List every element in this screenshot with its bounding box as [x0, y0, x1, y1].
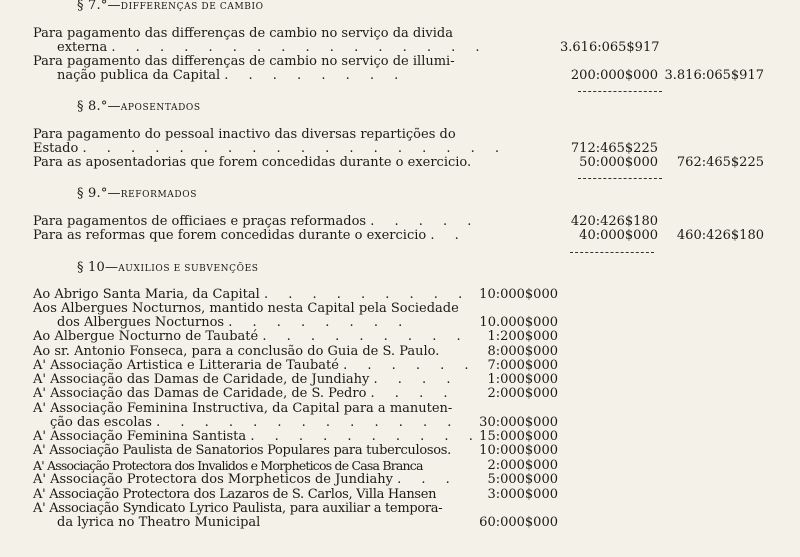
item-line: A' Associação Protectora dos Morpheticos de Jundiahy . . . [33, 472, 458, 487]
item-amount: 712:465$225 [570, 141, 658, 156]
item-line: A' Associação Protectora dos Invalidos e Morpheticos de Casa Branca [33, 458, 423, 473]
item-amount: 3.616:065$917 [560, 40, 660, 55]
item-line: Para as aposentadorias que forem concedidas durante o exercicio. [33, 155, 472, 170]
item-amount: 10.000$000 [479, 315, 558, 330]
subtotal-rule [578, 91, 662, 92]
section-total: 3.816:065$917 [664, 68, 764, 83]
item-line: A' Associação Artistica e Litteraria de Taubaté . . . . . . [33, 358, 477, 373]
item-line-cont: da lyrica no Theatro Municipal [57, 515, 261, 530]
section-heading-7: § 7.°—DIFFERENÇAS DE CAMBIO [77, 0, 264, 13]
item-line: A' Associação das Damas de Caridade, de S. Pedro . . . . [33, 386, 456, 401]
section-heading-8: § 8.°—APOSENTADOS [77, 99, 201, 114]
subtotal-rule [578, 178, 662, 179]
item-line: Ao sr. Antonio Fonseca, para a conclusão do Guia de S. Paulo. [33, 344, 440, 359]
item-amount: 60:000$000 [479, 515, 558, 530]
item-line-cont: ção das escolas . . . . . . . . . . . . . [50, 415, 460, 430]
item-line: A' Associação Protectora dos Lazaros de S. Carlos, Villa Hansen [33, 487, 437, 502]
item-line: Para pagamento das differenças de cambio no serviço de illumi- [33, 54, 455, 69]
item-amount: 1:200$000 [487, 329, 558, 344]
item-line: A' Associação Feminina Instructiva, da Capital para a manuten- [33, 401, 453, 416]
item-amount: 40:000$000 [579, 228, 658, 243]
item-amount: 10:000$000 [479, 443, 558, 458]
item-amount: 7:000$000 [487, 358, 558, 373]
item-line-cont: nação publica da Capital . . . . . . . . [57, 68, 407, 83]
item-line: A' Associação Syndicato Lyrico Paulista, para auxiliar a tempora- [33, 501, 443, 516]
subtotal-rule [570, 252, 654, 253]
item-line: A' Associação Feminina Santista . . . . . . . . . . [33, 429, 481, 444]
section-heading-10: § 10—AUXILIOS E SUBVENÇÕES [77, 260, 259, 275]
item-line: Ao Abrigo Santa Maria, da Capital . . . . . . . . . [33, 287, 471, 302]
item-amount: 1:000$000 [487, 372, 558, 387]
item-amount: 2:000$000 [487, 386, 558, 401]
item-line-cont: Estado . . . . . . . . . . . . . . . . . . [33, 141, 508, 156]
item-line: Para as reformas que forem concedidas durante o exercicio . . [33, 228, 467, 243]
item-amount: 30:000$000 [479, 415, 558, 430]
section-total: 762:465$225 [676, 155, 764, 170]
item-line: Aos Albergues Nocturnos, mantido nesta Capital pela Sociedade [33, 301, 459, 316]
item-line: Ao Albergue Nocturno de Taubaté . . . . . . . . . [33, 329, 469, 344]
item-line: Para pagamentos de officiaes e praças reformados . . . . . [33, 214, 480, 229]
item-amount: 420:426$180 [570, 214, 658, 229]
item-amount: 10:000$000 [479, 287, 558, 302]
item-amount: 8:000$000 [487, 344, 558, 359]
item-amount: 2:000$000 [487, 458, 558, 473]
item-line: Para pagamento do pessoal inactivo das diversas repartições do [33, 127, 456, 142]
item-amount: 15:000$000 [479, 429, 558, 444]
item-line: Para pagamento das differenças de cambio no serviço da divida [33, 26, 453, 41]
item-amount: 50:000$000 [579, 155, 658, 170]
section-total: 460:426$180 [676, 228, 764, 243]
item-line-cont: dos Albergues Nocturnos . . . . . . . . [57, 315, 411, 330]
item-amount: 3:000$000 [487, 487, 558, 502]
item-line: A' Associação Paulista de Sanatorios Populares para tuberculosos. [33, 443, 451, 458]
item-line: A' Associação das Damas de Caridade, de Jundiahy . . . . [33, 372, 459, 387]
item-line-cont: externa . . . . . . . . . . . . . . . . [57, 40, 488, 55]
item-amount: 200:000$000 [570, 68, 658, 83]
section-heading-9: § 9.°—REFORMADOS [77, 186, 197, 201]
item-amount: 5:000$000 [487, 472, 558, 487]
